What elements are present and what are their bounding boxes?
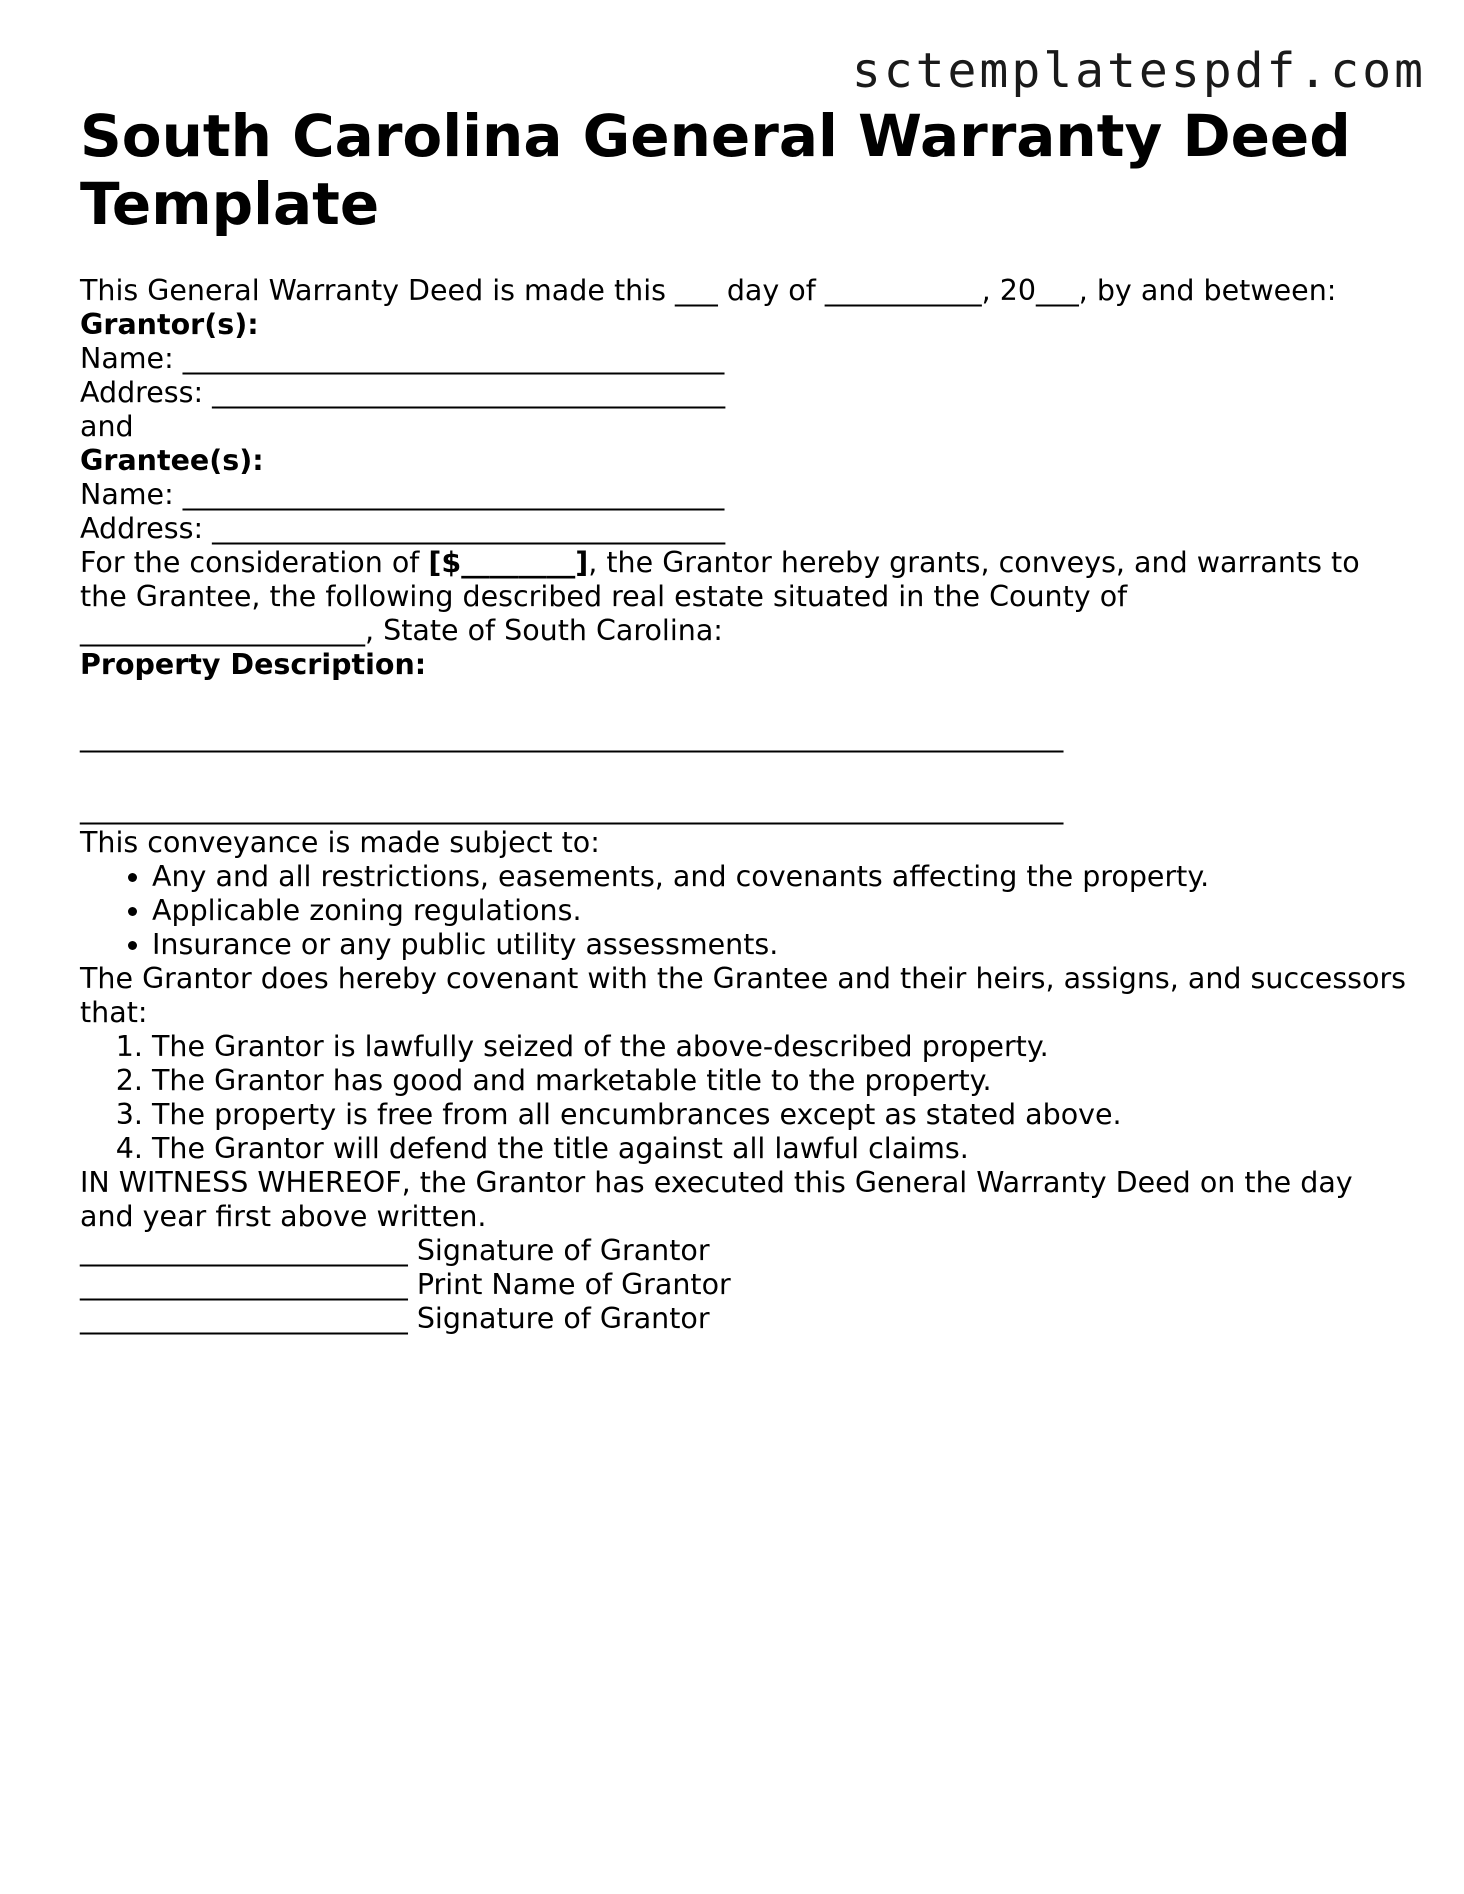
- covenant-intro: The Grantor does hereby covenant with the Grantee and their heirs, assigns, and successors that:: [80, 962, 1407, 1029]
- list-item: • Insurance or any public utility assessments.: [152, 928, 1410, 962]
- property-description-line-2[interactable]: _____________________________________________________________________: [80, 792, 1064, 825]
- signature-label: Signature of Grantor: [416, 1302, 710, 1335]
- property-description-heading: Property Description:: [80, 648, 427, 681]
- grantor-address-field[interactable]: Address: ____________________________________: [80, 376, 726, 409]
- list-item: 4. The Grantor will defend the title against all lawful claims.: [152, 1132, 1410, 1166]
- intro-paragraph: This General Warranty Deed is made this ___ day of ___________, 20___, by and between:: [80, 274, 1337, 307]
- grantor-signature-field-2[interactable]: _______________________: [80, 1302, 408, 1335]
- list-item: 2. The Grantor has good and marketable title to the property.: [152, 1064, 1410, 1098]
- grantor-signature-field[interactable]: _______________________: [80, 1234, 408, 1267]
- list-item: 1. The Grantor is lawfully seized of the above-described property.: [152, 1030, 1410, 1064]
- signature-row: [80, 1302, 1410, 1336]
- consideration-paragraph: [80, 546, 1410, 648]
- grantor-print-name-field[interactable]: _______________________: [80, 1268, 408, 1301]
- consideration-prefix: For the consideration of: [80, 546, 429, 579]
- grantor-heading: Grantor(s):: [80, 308, 259, 341]
- subject-list: [80, 860, 1410, 962]
- property-description-line-1[interactable]: _____________________________________________________________________: [80, 720, 1064, 753]
- list-item: • Applicable zoning regulations.: [152, 894, 1410, 928]
- grantee-address-field[interactable]: Address: ____________________________________: [80, 512, 726, 545]
- document-page: [80, 102, 1410, 1336]
- grantee-heading: Grantee(s):: [80, 444, 264, 477]
- grantor-name-field[interactable]: Name: ______________________________________: [80, 342, 725, 375]
- document-title: South Carolina General Warranty Deed Template: [80, 102, 1351, 238]
- signature-label: Signature of Grantor: [416, 1234, 710, 1267]
- signature-row: [80, 1234, 1410, 1268]
- consideration-suffix: , the Grantor hereby grants, conveys, and warrants to the Grantee, the following described real estate situated in the County of ____________________, State of South Carolina:: [80, 546, 1360, 647]
- consideration-amount-field[interactable]: [$________]: [428, 546, 589, 579]
- grantee-name-field[interactable]: Name: ______________________________________: [80, 478, 725, 511]
- subject-intro: This conveyance is made subject to:: [80, 826, 600, 859]
- list-item: • Any and all restrictions, easements, and covenants affecting the property.: [152, 860, 1410, 894]
- signature-label: Print Name of Grantor: [416, 1268, 731, 1301]
- covenant-list: [80, 1030, 1410, 1166]
- witness-paragraph: IN WITNESS WHEREOF, the Grantor has executed this General Warranty Deed on the day and year first above written.: [80, 1166, 1353, 1233]
- watermark: sctemplatespdf.com: [851, 43, 1426, 99]
- signature-row: [80, 1268, 1410, 1302]
- and-text: and: [80, 410, 134, 443]
- list-item: 3. The property is free from all encumbrances except as stated above.: [152, 1098, 1410, 1132]
